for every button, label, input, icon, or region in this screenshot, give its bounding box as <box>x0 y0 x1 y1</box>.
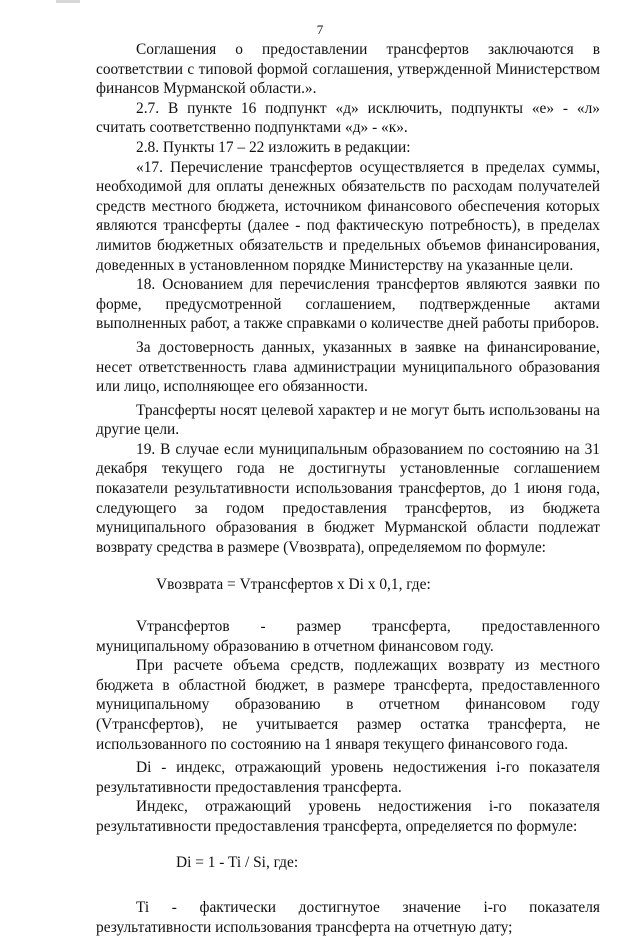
paragraph-agreement: Соглашения о предоставлении трансфертов заключаются в соответствии с типовой формой соглашения, утвержденной Министерством финансов Мурманской области.». <box>96 41 600 98</box>
paragraph-17: «17. Перечисление трансфертов осуществляется в пределах суммы, необходимой для оплаты денежных обязательств по расходам получателей средств местного бюджета, источником финансового обеспечения которых являются трансферты (далее - под фактическую потребность), в пределах лимитов бюджетных обязательств и предельных объемов финансирования, доведенных в установленном порядке Министерству на указанные цели. <box>96 158 600 274</box>
paragraph-index: Индекс, отражающий уровень недостижения i-го показателя результативности предоставления трансферта, определяется по формуле: <box>96 798 600 835</box>
paragraph-2-8: 2.8. Пункты 17 – 22 изложить в редакции: <box>136 138 411 156</box>
paragraph-target-use: Трансферты носят целевой характер и не могут быть использованы на другие цели. <box>96 401 600 439</box>
paragraph-v-transfers: Vтрансфертов - размер трансферта, предоставленного муниципальному образованию в отчетном финансовом году. <box>96 618 600 655</box>
paragraph-2-7: 2.7. В пункте 16 подпункт «д» исключить, подпункты «е» - «л» считать соответственно подпунктами «д» - «к». <box>96 99 600 137</box>
page-number: 7 <box>316 22 324 37</box>
paragraph-19: 19. В случае если муниципальным образованием по состоянию на 31 декабря текущего года не достигнуты установленные соглашением показатели результативности использования трансфертов, до 1 июня года, следующего за годом предоставления трансфертов, из бюджета муниципального образования в бюджет Мурманской области подлежат возврату средства в размере (Vвозврата), определяемом по формуле: <box>96 440 600 556</box>
paragraph-responsibility: За достоверность данных, указанных в заявке на финансирование, несет ответственность глава администрации муниципального образования или лицо, исполняющее его обязанности. <box>96 338 600 396</box>
document-body <box>96 40 600 937</box>
paragraph-di-definition: Di - индекс, отражающий уровень недостижения i-го показателя результативности предоставления трансферта. <box>96 759 600 796</box>
formula-refund: Vвозврата = Vтрансфертов х Di х 0,1, где: <box>156 576 431 594</box>
paragraph-ti-definition: Ti - фактически достигнутое значение i-го показателя результативности использования трансферта на отчетную дату; <box>96 899 600 936</box>
paragraph-18: 18. Основанием для перечисления трансфертов являются заявки по форме, предусмотренной соглашением, подтвержденные актами выполненных работ, а также справками о количестве дней работы приборов. <box>96 276 600 333</box>
scan-artifact <box>56 0 80 3</box>
paragraph-calculation: При расчете объема средств, подлежащих возврату из местного бюджета в областной бюджет, в размере трансферта, предоставленного муниципальному образованию в отчетном финансовом году (Vтрансфертов), не учитывается размер остатка трансферта, не использованного по состоянию на 1 января текущего финансового года. <box>96 657 600 753</box>
formula-di: Di = 1 - Ti / Si, где: <box>176 853 299 871</box>
